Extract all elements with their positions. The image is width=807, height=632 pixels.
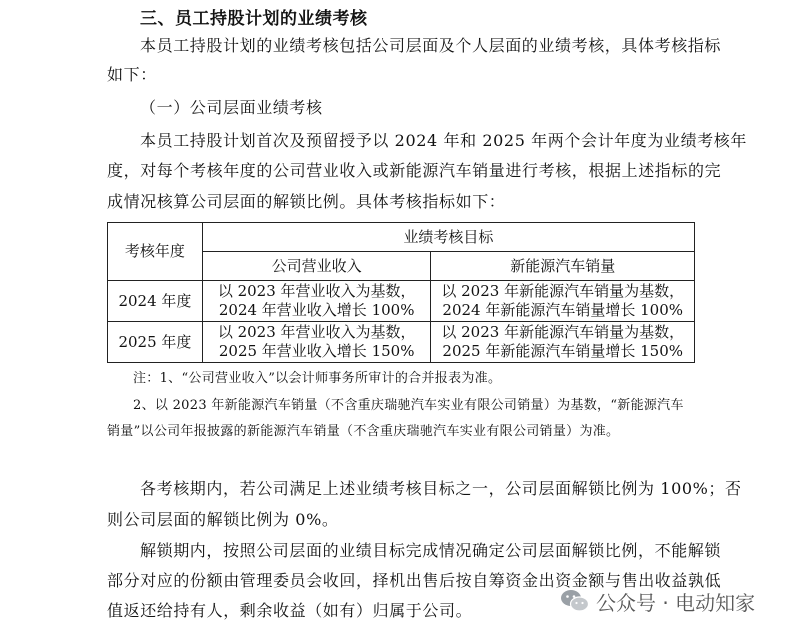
header-year: 考核年度 xyxy=(108,223,203,281)
para1-line-3: 成情况核算公司层面的解锁比例。具体考核指标如下： xyxy=(107,192,506,211)
subsection-title: （一）公司层面业绩考核 xyxy=(140,98,323,117)
section-title: 三、员工持股计划的业绩考核 xyxy=(140,9,368,29)
note-2-line-1: 2、以 2023 年新能源汽车销量（不含重庆瑞驰汽车实业有限公司销量）为基数，“新能源汽车 xyxy=(133,398,684,413)
revenue-line-1: 以 2023 年营业收入为基数， xyxy=(217,282,416,300)
intro-line-1: 本员工持股计划的业绩考核包括公司层面及个人层面的业绩考核，具体考核指标 xyxy=(140,36,722,55)
row-revenue xyxy=(202,281,431,322)
nev-line-1: 以 2023 年新能源汽车销量为基数， xyxy=(441,323,685,341)
para3-line-3: 值返还给持有人，剩余收益（如有）归属于公司。 xyxy=(107,601,473,620)
table-row xyxy=(108,281,695,322)
row-nev xyxy=(431,322,695,363)
row-year: 2025 年度 xyxy=(108,322,203,363)
revenue-line-2: 2025 年营业收入增长 150% xyxy=(218,342,415,360)
header-revenue: 公司营业收入 xyxy=(202,252,431,281)
para3-line-1: 解锁期内，按照公司层面的业绩目标完成情况确定公司层面解锁比例，不能解锁 xyxy=(140,541,722,560)
para3-line-2: 部分对应的份额由管理委员会收回，择机出售后按自筹资金出资金额与售出收益孰低 xyxy=(107,571,722,590)
para1-line-1: 本员工持股计划首次及预留授予以 2024 年和 2025 年两个会计年度为业绩考核年 xyxy=(140,131,747,150)
intro-line-2: 如下： xyxy=(107,65,157,84)
wechat-icon xyxy=(560,588,590,614)
note-2-line-2: 销量”以公司年报披露的新能源汽车销量（不含重庆瑞驰汽车实业有限公司销量）为准。 xyxy=(107,424,620,439)
watermark xyxy=(560,584,755,618)
header-nev: 新能源汽车销量 xyxy=(431,252,695,281)
performance-table xyxy=(107,222,695,363)
note-1: 注：1、“公司营业收入”以会计师事务所审计的合并报表为准。 xyxy=(133,371,502,386)
header-target: 业绩考核目标 xyxy=(202,223,694,252)
nev-line-2: 2024 年新能源汽车销量增长 100% xyxy=(442,301,684,319)
row-nev xyxy=(431,281,695,322)
row-revenue xyxy=(202,322,431,363)
nev-line-2: 2025 年新能源汽车销量增长 150% xyxy=(442,342,684,360)
row-year: 2024 年度 xyxy=(108,281,203,322)
para2-line-1: 各考核期内，若公司满足上述业绩考核目标之一，公司层面解锁比例为 100%；否 xyxy=(140,479,742,498)
para2-line-2: 则公司层面的解锁比例为 0%。 xyxy=(107,510,339,529)
revenue-line-2: 2024 年营业收入增长 100% xyxy=(218,301,415,319)
para1-line-2: 度，对每个考核年度的公司营业收入或新能源汽车销量进行考核，根据上述指标的完 xyxy=(107,161,722,180)
table-row xyxy=(108,322,695,363)
nev-line-1: 以 2023 年新能源汽车销量为基数， xyxy=(441,282,685,300)
watermark-text: 公众号 · 电动知家 xyxy=(596,590,756,615)
revenue-line-1: 以 2023 年营业收入为基数， xyxy=(217,323,416,341)
